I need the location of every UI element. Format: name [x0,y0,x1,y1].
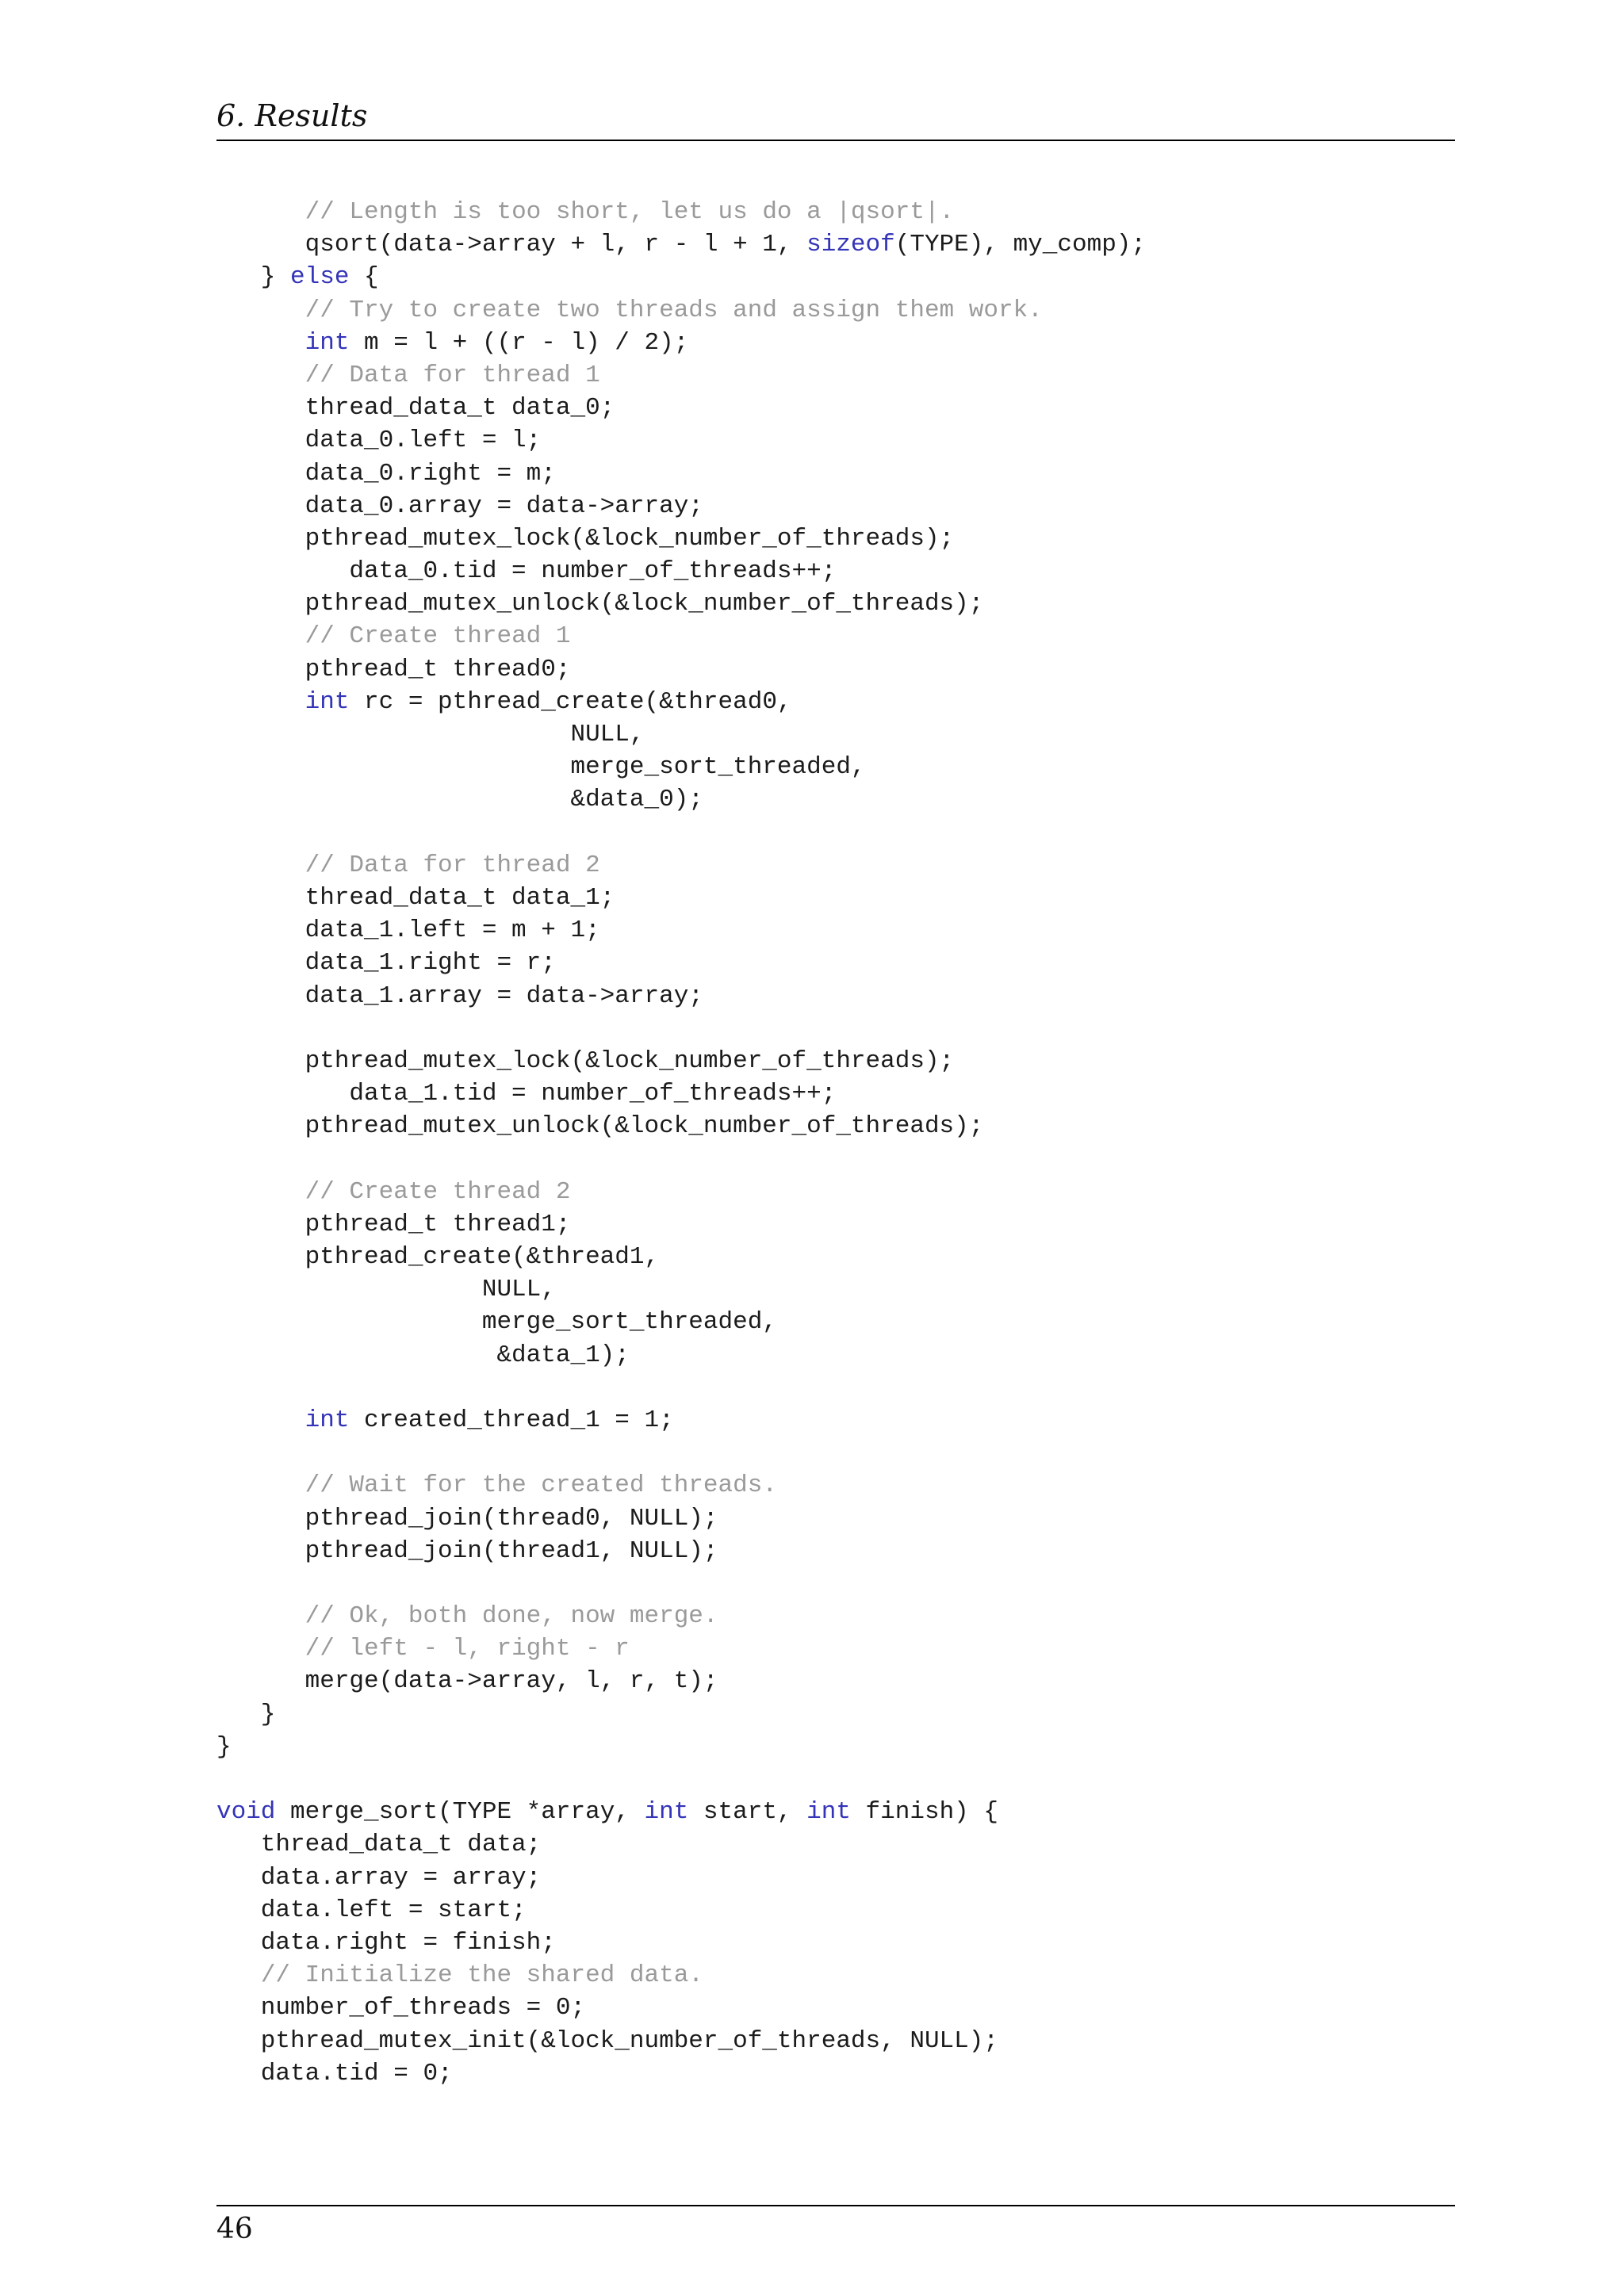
code-text [216,329,305,357]
code-line [216,849,1485,882]
code-text: merge_sort(TYPE *array, [275,1798,645,1827]
code-text [216,297,305,324]
code-text [216,1178,305,1206]
code-text: pthread_join(thread1, NULL); [216,1536,718,1565]
code-text: merge(data->array, l, r, t); [216,1667,718,1696]
code-line [216,914,1485,947]
code-line [216,1927,1485,1959]
code-keyword: int [806,1798,851,1827]
code-text [216,851,305,879]
code-text: data_1.tid = number_of_threads++; [216,1080,837,1108]
code-text: { [349,263,379,292]
code-text: pthread_mutex_unlock(&lock_number_of_threads); [216,1112,984,1141]
code-text: (TYPE), my_comp); [894,231,1147,259]
code-text: data_0.tid = number_of_threads++; [216,557,837,586]
code-line [216,1012,1485,1045]
code-line [216,1665,1485,1697]
code-comment: // Create thread 1 [304,622,571,651]
code-text: data_1.left = m + 1; [216,916,600,945]
code-text: pthread_t thread0; [216,655,571,683]
code-line [216,817,1485,849]
code-comment: // Initialize the shared data. [260,1961,703,1990]
code-line [216,196,1485,228]
code-text: } [216,263,291,292]
code-line [216,718,1485,751]
code-line [216,1306,1485,1338]
code-comment: // Data for thread 1 [304,361,600,389]
code-comment: // Data for thread 2 [304,851,600,879]
code-text [216,362,305,389]
code-line [216,1632,1485,1665]
code-line [216,1142,1485,1175]
code-text: &data_0); [216,786,703,814]
code-line [216,686,1485,718]
page-footer [216,2205,1455,2245]
code-text: pthread_mutex_init(&lock_number_of_threads, NULL); [216,2026,998,2055]
code-comment: // Try to create two threads and assign them work. [304,296,1043,324]
page-header [216,94,1455,141]
code-line [216,490,1485,522]
code-line [216,620,1485,652]
page-number: 46 [216,2213,253,2245]
code-line [216,653,1485,686]
code-text: pthread_create(&thread1, [216,1243,660,1271]
code-line [216,980,1485,1012]
code-line [216,751,1485,783]
code-line [216,1077,1485,1110]
code-keyword: int [644,1798,689,1827]
code-text: merge_sort_threaded, [216,1308,777,1337]
code-line [216,261,1485,293]
code-line [216,1535,1485,1567]
code-text: start, [688,1798,807,1827]
code-comment: // left - l, right - r [304,1635,630,1663]
code-line [216,1273,1485,1306]
code-line [216,1045,1485,1077]
code-text: pthread_mutex_lock(&lock_number_of_threads); [216,524,955,553]
code-text: data_1.right = r; [216,949,556,978]
code-text: data.left = start; [216,1896,527,1924]
code-text [216,1471,305,1499]
code-line [216,1437,1485,1469]
code-text [216,688,305,716]
code-comment: // Ok, both done, now merge. [304,1602,718,1631]
code-line [216,1502,1485,1535]
code-line [216,587,1485,620]
code-keyword: int [304,1406,350,1434]
code-line [216,2057,1485,2090]
code-line [216,1241,1485,1273]
code-text: rc = pthread_create(&thread0, [349,687,792,716]
code-text [216,1635,305,1663]
code-text: data_0.right = m; [216,459,556,488]
code-line [216,457,1485,490]
code-line [216,555,1485,587]
code-line [216,1828,1485,1861]
code-text: data.tid = 0; [216,2059,453,2087]
code-line [216,783,1485,816]
code-line [216,327,1485,359]
code-keyword: void [216,1798,276,1827]
code-text: } [216,1732,232,1761]
code-line [216,1763,1485,1796]
code-text: pthread_mutex_unlock(&lock_number_of_threads); [216,590,984,618]
code-line [216,1862,1485,1894]
code-text: } [216,1700,276,1728]
code-line [216,1600,1485,1632]
code-text: qsort(data->array + l, r - l + 1, [216,231,807,259]
code-line [216,1339,1485,1372]
code-text [216,1961,261,1989]
code-line [216,1698,1485,1731]
code-text: data_1.array = data->array; [216,982,703,1010]
code-line [216,1796,1485,1828]
code-text [216,622,305,650]
code-line [216,228,1485,261]
code-text: m = l + ((r - l) / 2); [349,328,689,357]
code-text [216,1602,305,1630]
code-text: data_0.array = data->array; [216,492,703,520]
code-line [216,1372,1485,1404]
code-keyword: int [304,687,350,716]
code-text [216,198,305,226]
code-comment: // Create thread 2 [304,1177,571,1206]
code-text: created_thread_1 = 1; [349,1406,674,1434]
code-line [216,1894,1485,1927]
code-line [216,947,1485,979]
code-text: NULL, [216,1276,556,1304]
code-line [216,1959,1485,1992]
code-keyword: int [304,328,350,357]
code-text [216,1406,305,1434]
code-text: thread_data_t data_1; [216,883,615,912]
code-line [216,1110,1485,1142]
code-text: &data_1); [216,1341,630,1369]
code-line [216,1992,1485,2024]
code-text: thread_data_t data; [216,1831,542,1859]
code-text: number_of_threads = 0; [216,1994,586,2022]
code-text: pthread_t thread1; [216,1210,571,1238]
code-comment: // Length is too short, let us do a |qsort|. [304,198,955,226]
chapter-title: 6. Results [216,98,368,133]
code-keyword: sizeof [806,231,895,259]
code-line [216,2025,1485,2057]
code-text: thread_data_t data_0; [216,394,615,423]
code-text: finish) { [850,1798,998,1827]
code-line [216,1208,1485,1241]
code-text: pthread_mutex_lock(&lock_number_of_threads); [216,1047,955,1075]
code-line [216,522,1485,555]
code-line [216,359,1485,392]
code-text: data_0.left = l; [216,427,542,455]
code-line [216,294,1485,327]
code-line [216,1176,1485,1208]
code-text: merge_sort_threaded, [216,753,866,782]
code-listing [216,196,1485,2090]
code-line [216,1731,1485,1763]
code-keyword: else [290,263,350,292]
code-line [216,424,1485,457]
code-line [216,882,1485,914]
code-line [216,1469,1485,1502]
code-text: pthread_join(thread0, NULL); [216,1504,718,1533]
code-text: NULL, [216,721,645,748]
code-text: data.array = array; [216,1863,542,1892]
code-line [216,1404,1485,1437]
code-text: data.right = finish; [216,1928,556,1957]
code-line [216,392,1485,424]
code-comment: // Wait for the created threads. [304,1471,777,1500]
code-line [216,1567,1485,1600]
